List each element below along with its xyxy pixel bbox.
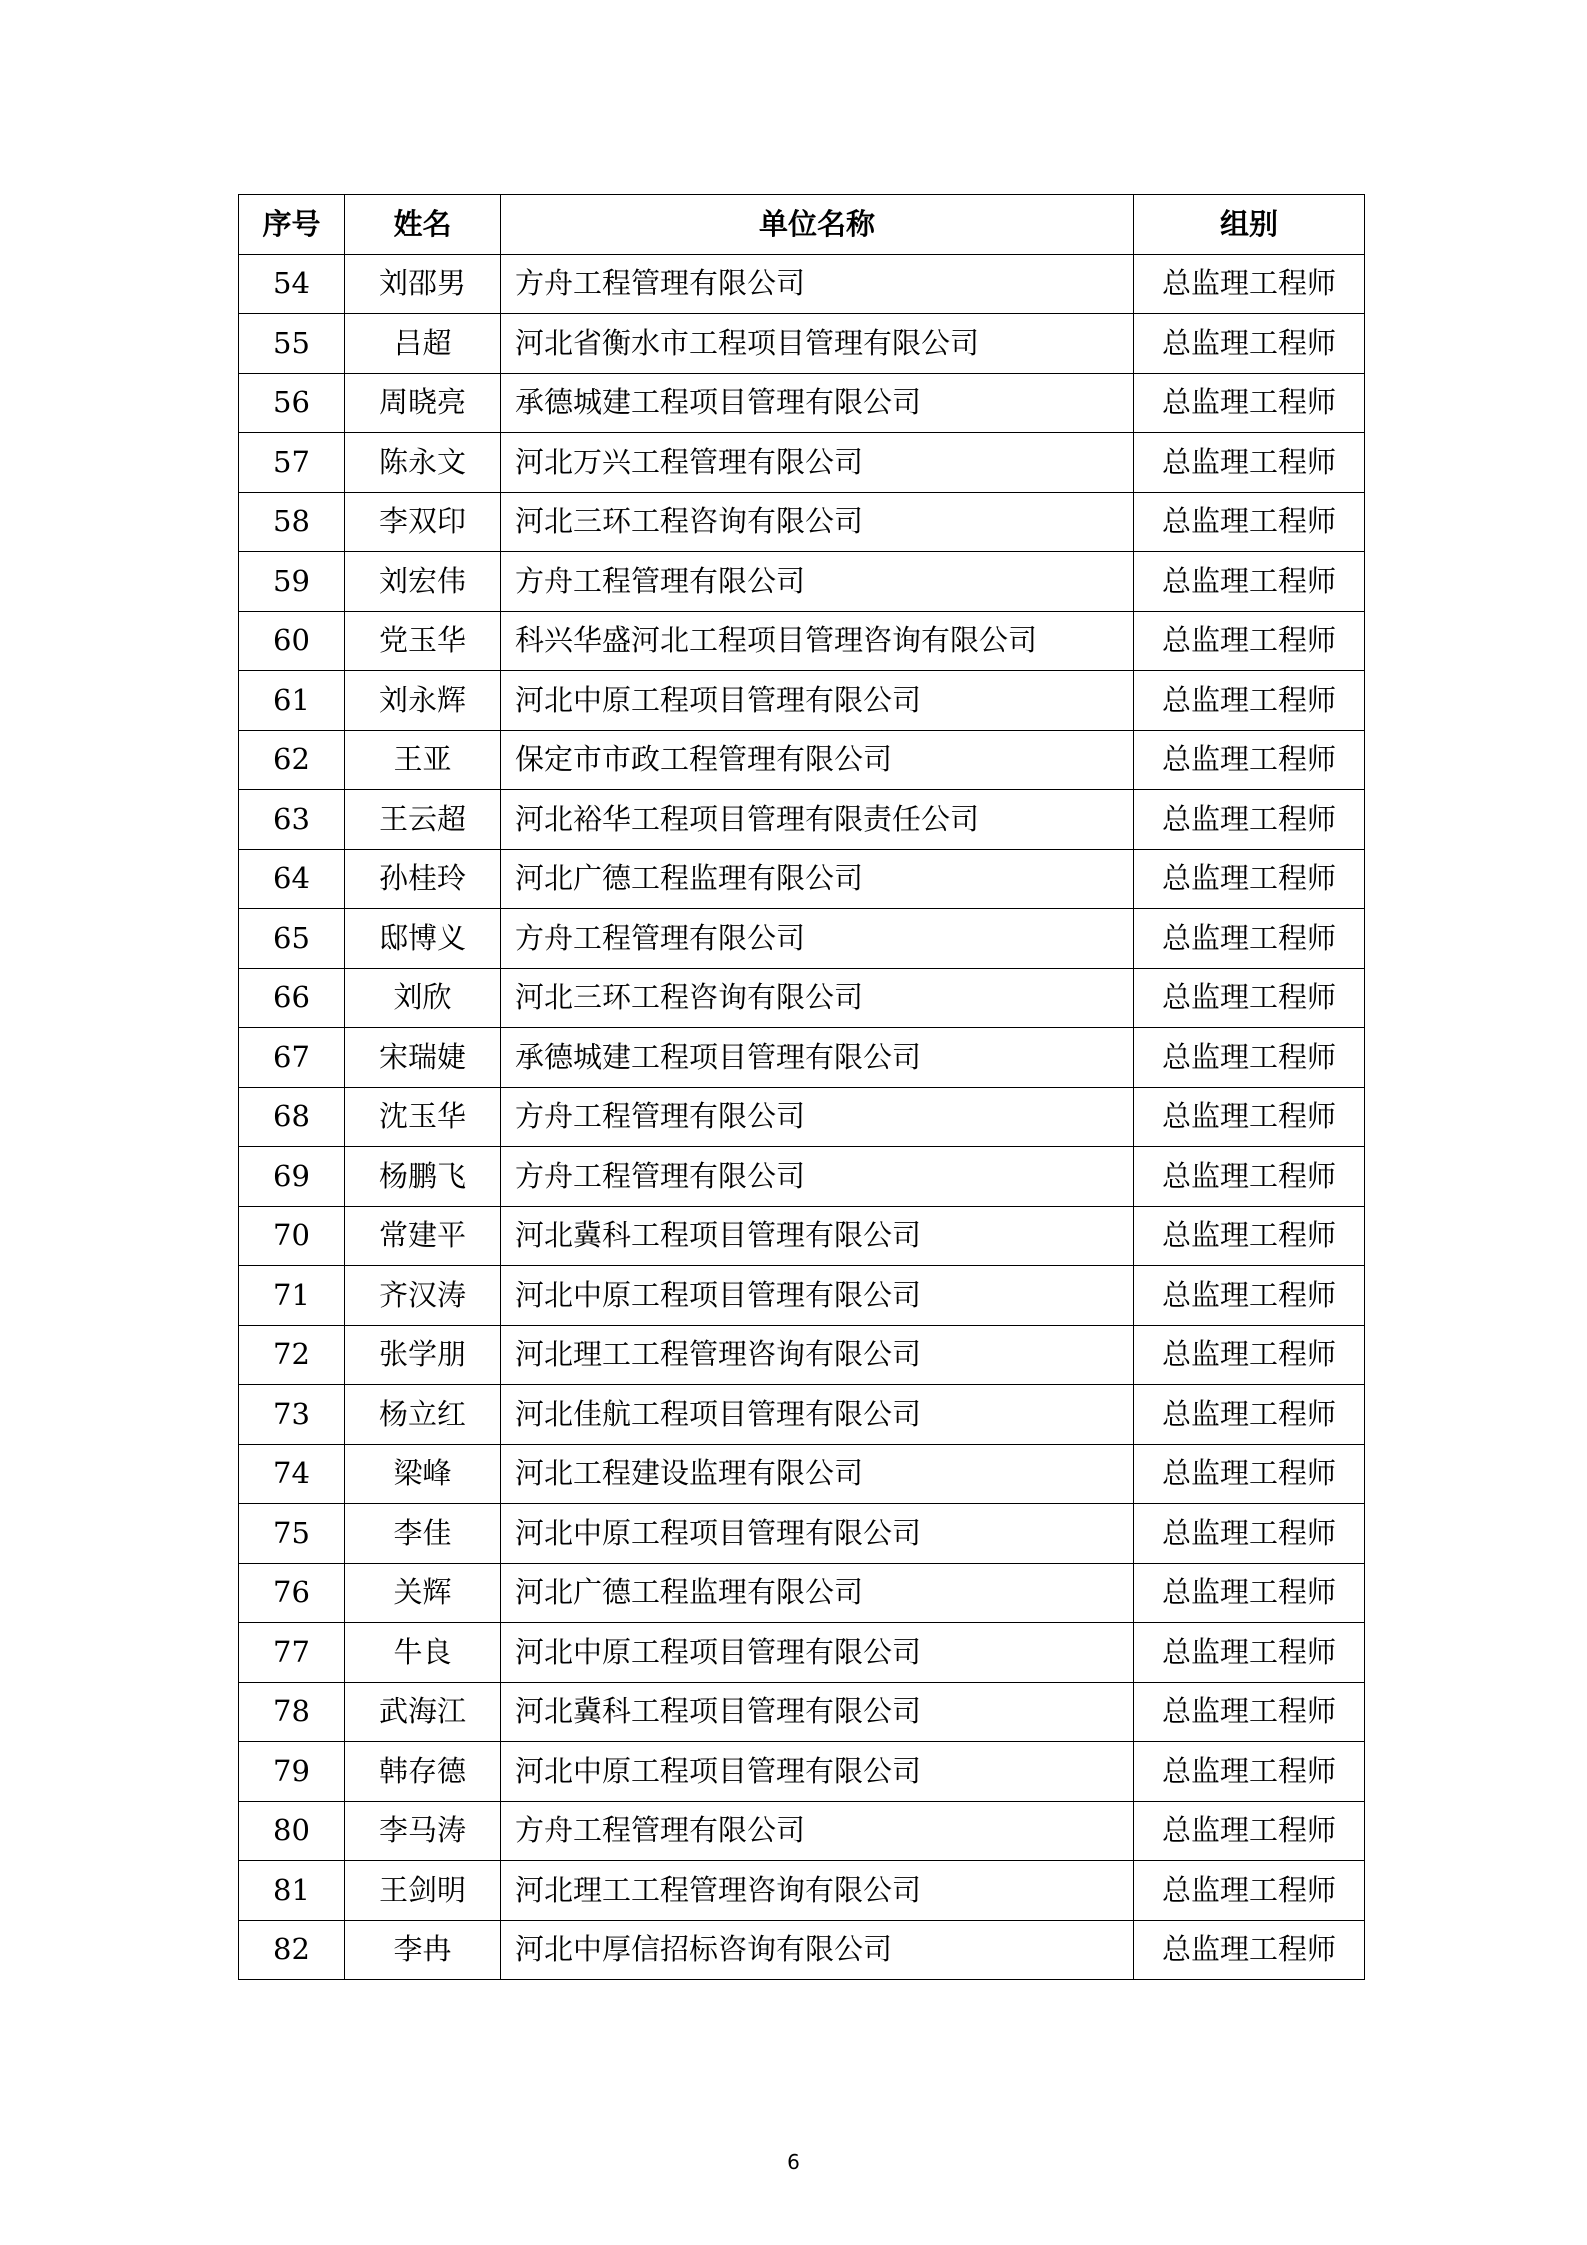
cell-serial-number: 70 xyxy=(239,1206,345,1266)
cell-name: 李冉 xyxy=(345,1920,501,1980)
cell-serial-number: 58 xyxy=(239,492,345,552)
cell-organization: 河北冀科工程项目管理有限公司 xyxy=(501,1682,1134,1742)
page-number: 6 xyxy=(787,2150,800,2174)
cell-organization: 河北省衡水市工程项目管理有限公司 xyxy=(501,314,1134,374)
cell-name: 孙桂玲 xyxy=(345,849,501,909)
cell-group: 总监理工程师 xyxy=(1134,1028,1365,1088)
cell-group: 总监理工程师 xyxy=(1134,1623,1365,1683)
cell-group: 总监理工程师 xyxy=(1134,1325,1365,1385)
cell-name: 沈玉华 xyxy=(345,1087,501,1147)
cell-organization: 河北工程建设监理有限公司 xyxy=(501,1444,1134,1504)
table-row xyxy=(239,849,1365,909)
cell-serial-number: 75 xyxy=(239,1504,345,1564)
table-row xyxy=(239,1861,1365,1921)
cell-organization: 河北理工工程管理咨询有限公司 xyxy=(501,1861,1134,1921)
cell-group: 总监理工程师 xyxy=(1134,433,1365,493)
cell-serial-number: 61 xyxy=(239,671,345,731)
cell-organization: 河北理工工程管理咨询有限公司 xyxy=(501,1325,1134,1385)
cell-group: 总监理工程师 xyxy=(1134,1742,1365,1802)
cell-group: 总监理工程师 xyxy=(1134,1266,1365,1326)
cell-name: 刘欣 xyxy=(345,968,501,1028)
table-row xyxy=(239,373,1365,433)
table-row xyxy=(239,1920,1365,1980)
table-row xyxy=(239,1682,1365,1742)
cell-name: 杨立红 xyxy=(345,1385,501,1445)
cell-name: 李马涛 xyxy=(345,1801,501,1861)
cell-serial-number: 66 xyxy=(239,968,345,1028)
cell-organization: 承德城建工程项目管理有限公司 xyxy=(501,373,1134,433)
cell-organization: 方舟工程管理有限公司 xyxy=(501,552,1134,612)
table-row xyxy=(239,1801,1365,1861)
cell-name: 关辉 xyxy=(345,1563,501,1623)
cell-name: 宋瑞婕 xyxy=(345,1028,501,1088)
cell-organization: 方舟工程管理有限公司 xyxy=(501,254,1134,314)
header-serial-number: 序号 xyxy=(239,195,345,255)
cell-name: 张学朋 xyxy=(345,1325,501,1385)
cell-name: 李双印 xyxy=(345,492,501,552)
cell-serial-number: 67 xyxy=(239,1028,345,1088)
cell-group: 总监理工程师 xyxy=(1134,611,1365,671)
cell-serial-number: 65 xyxy=(239,909,345,969)
cell-serial-number: 72 xyxy=(239,1325,345,1385)
cell-organization: 河北广德工程监理有限公司 xyxy=(501,1563,1134,1623)
header-row xyxy=(239,195,1365,255)
header-group: 组别 xyxy=(1134,195,1365,255)
cell-serial-number: 69 xyxy=(239,1147,345,1207)
cell-serial-number: 79 xyxy=(239,1742,345,1802)
table-row xyxy=(239,492,1365,552)
table-row xyxy=(239,968,1365,1028)
table-row xyxy=(239,1087,1365,1147)
roster-table-body xyxy=(239,254,1365,1980)
cell-group: 总监理工程师 xyxy=(1134,1801,1365,1861)
cell-name: 梁峰 xyxy=(345,1444,501,1504)
cell-serial-number: 77 xyxy=(239,1623,345,1683)
cell-serial-number: 80 xyxy=(239,1801,345,1861)
table-row xyxy=(239,1623,1365,1683)
table-row xyxy=(239,552,1365,612)
cell-group: 总监理工程师 xyxy=(1134,1861,1365,1921)
cell-group: 总监理工程师 xyxy=(1134,1682,1365,1742)
cell-group: 总监理工程师 xyxy=(1134,1206,1365,1266)
cell-serial-number: 82 xyxy=(239,1920,345,1980)
cell-organization: 科兴华盛河北工程项目管理咨询有限公司 xyxy=(501,611,1134,671)
cell-name: 陈永文 xyxy=(345,433,501,493)
cell-group: 总监理工程师 xyxy=(1134,492,1365,552)
cell-name: 王剑明 xyxy=(345,1861,501,1921)
cell-group: 总监理工程师 xyxy=(1134,849,1365,909)
cell-organization: 河北三环工程咨询有限公司 xyxy=(501,492,1134,552)
cell-organization: 河北冀科工程项目管理有限公司 xyxy=(501,1206,1134,1266)
cell-group: 总监理工程师 xyxy=(1134,1147,1365,1207)
cell-organization: 方舟工程管理有限公司 xyxy=(501,1147,1134,1207)
cell-name: 刘永辉 xyxy=(345,671,501,731)
cell-group: 总监理工程师 xyxy=(1134,254,1365,314)
cell-group: 总监理工程师 xyxy=(1134,552,1365,612)
cell-group: 总监理工程师 xyxy=(1134,1087,1365,1147)
cell-serial-number: 78 xyxy=(239,1682,345,1742)
table-row xyxy=(239,909,1365,969)
cell-serial-number: 73 xyxy=(239,1385,345,1445)
cell-organization: 河北裕华工程项目管理有限责任公司 xyxy=(501,790,1134,850)
cell-serial-number: 81 xyxy=(239,1861,345,1921)
cell-group: 总监理工程师 xyxy=(1134,1444,1365,1504)
cell-name: 周晓亮 xyxy=(345,373,501,433)
cell-group: 总监理工程师 xyxy=(1134,373,1365,433)
cell-name: 王云超 xyxy=(345,790,501,850)
table-row xyxy=(239,1504,1365,1564)
cell-serial-number: 59 xyxy=(239,552,345,612)
cell-group: 总监理工程师 xyxy=(1134,968,1365,1028)
table-row xyxy=(239,1028,1365,1088)
cell-serial-number: 55 xyxy=(239,314,345,374)
cell-serial-number: 74 xyxy=(239,1444,345,1504)
roster-table xyxy=(238,194,1365,1980)
cell-group: 总监理工程师 xyxy=(1134,1563,1365,1623)
cell-name: 刘邵男 xyxy=(345,254,501,314)
cell-organization: 河北三环工程咨询有限公司 xyxy=(501,968,1134,1028)
cell-name: 吕超 xyxy=(345,314,501,374)
cell-serial-number: 62 xyxy=(239,730,345,790)
table-row xyxy=(239,730,1365,790)
cell-name: 齐汉涛 xyxy=(345,1266,501,1326)
cell-serial-number: 76 xyxy=(239,1563,345,1623)
cell-name: 李佳 xyxy=(345,1504,501,1564)
cell-group: 总监理工程师 xyxy=(1134,730,1365,790)
cell-name: 武海江 xyxy=(345,1682,501,1742)
cell-name: 杨鹏飞 xyxy=(345,1147,501,1207)
table-row xyxy=(239,1742,1365,1802)
table-row xyxy=(239,1206,1365,1266)
header-name: 姓名 xyxy=(345,195,501,255)
cell-name: 王亚 xyxy=(345,730,501,790)
cell-name: 韩存德 xyxy=(345,1742,501,1802)
cell-organization: 河北万兴工程管理有限公司 xyxy=(501,433,1134,493)
table-row xyxy=(239,433,1365,493)
cell-name: 党玉华 xyxy=(345,611,501,671)
cell-organization: 河北中原工程项目管理有限公司 xyxy=(501,671,1134,731)
cell-group: 总监理工程师 xyxy=(1134,1504,1365,1564)
cell-organization: 河北中原工程项目管理有限公司 xyxy=(501,1266,1134,1326)
table-row xyxy=(239,1325,1365,1385)
cell-serial-number: 56 xyxy=(239,373,345,433)
cell-serial-number: 71 xyxy=(239,1266,345,1326)
cell-group: 总监理工程师 xyxy=(1134,671,1365,731)
cell-organization: 方舟工程管理有限公司 xyxy=(501,1801,1134,1861)
cell-organization: 河北中原工程项目管理有限公司 xyxy=(501,1623,1134,1683)
table-row xyxy=(239,314,1365,374)
cell-organization: 方舟工程管理有限公司 xyxy=(501,1087,1134,1147)
cell-name: 牛良 xyxy=(345,1623,501,1683)
table-row xyxy=(239,611,1365,671)
table-row xyxy=(239,254,1365,314)
cell-organization: 河北佳航工程项目管理有限公司 xyxy=(501,1385,1134,1445)
table-row xyxy=(239,1444,1365,1504)
cell-organization: 河北广德工程监理有限公司 xyxy=(501,849,1134,909)
cell-organization: 保定市市政工程管理有限公司 xyxy=(501,730,1134,790)
cell-organization: 河北中厚信招标咨询有限公司 xyxy=(501,1920,1134,1980)
roster-table-header xyxy=(239,195,1365,255)
cell-group: 总监理工程师 xyxy=(1134,1920,1365,1980)
header-organization: 单位名称 xyxy=(501,195,1134,255)
table-row xyxy=(239,1385,1365,1445)
cell-name: 邸博义 xyxy=(345,909,501,969)
cell-serial-number: 63 xyxy=(239,790,345,850)
table-row xyxy=(239,1266,1365,1326)
cell-group: 总监理工程师 xyxy=(1134,314,1365,374)
cell-serial-number: 57 xyxy=(239,433,345,493)
cell-serial-number: 64 xyxy=(239,849,345,909)
table-row xyxy=(239,1147,1365,1207)
cell-group: 总监理工程师 xyxy=(1134,1385,1365,1445)
table-row xyxy=(239,671,1365,731)
table-row xyxy=(239,1563,1365,1623)
cell-serial-number: 60 xyxy=(239,611,345,671)
cell-organization: 河北中原工程项目管理有限公司 xyxy=(501,1742,1134,1802)
cell-organization: 河北中原工程项目管理有限公司 xyxy=(501,1504,1134,1564)
cell-organization: 方舟工程管理有限公司 xyxy=(501,909,1134,969)
cell-name: 刘宏伟 xyxy=(345,552,501,612)
cell-group: 总监理工程师 xyxy=(1134,909,1365,969)
cell-organization: 承德城建工程项目管理有限公司 xyxy=(501,1028,1134,1088)
cell-serial-number: 68 xyxy=(239,1087,345,1147)
table-row xyxy=(239,790,1365,850)
cell-serial-number: 54 xyxy=(239,254,345,314)
cell-group: 总监理工程师 xyxy=(1134,790,1365,850)
cell-name: 常建平 xyxy=(345,1206,501,1266)
